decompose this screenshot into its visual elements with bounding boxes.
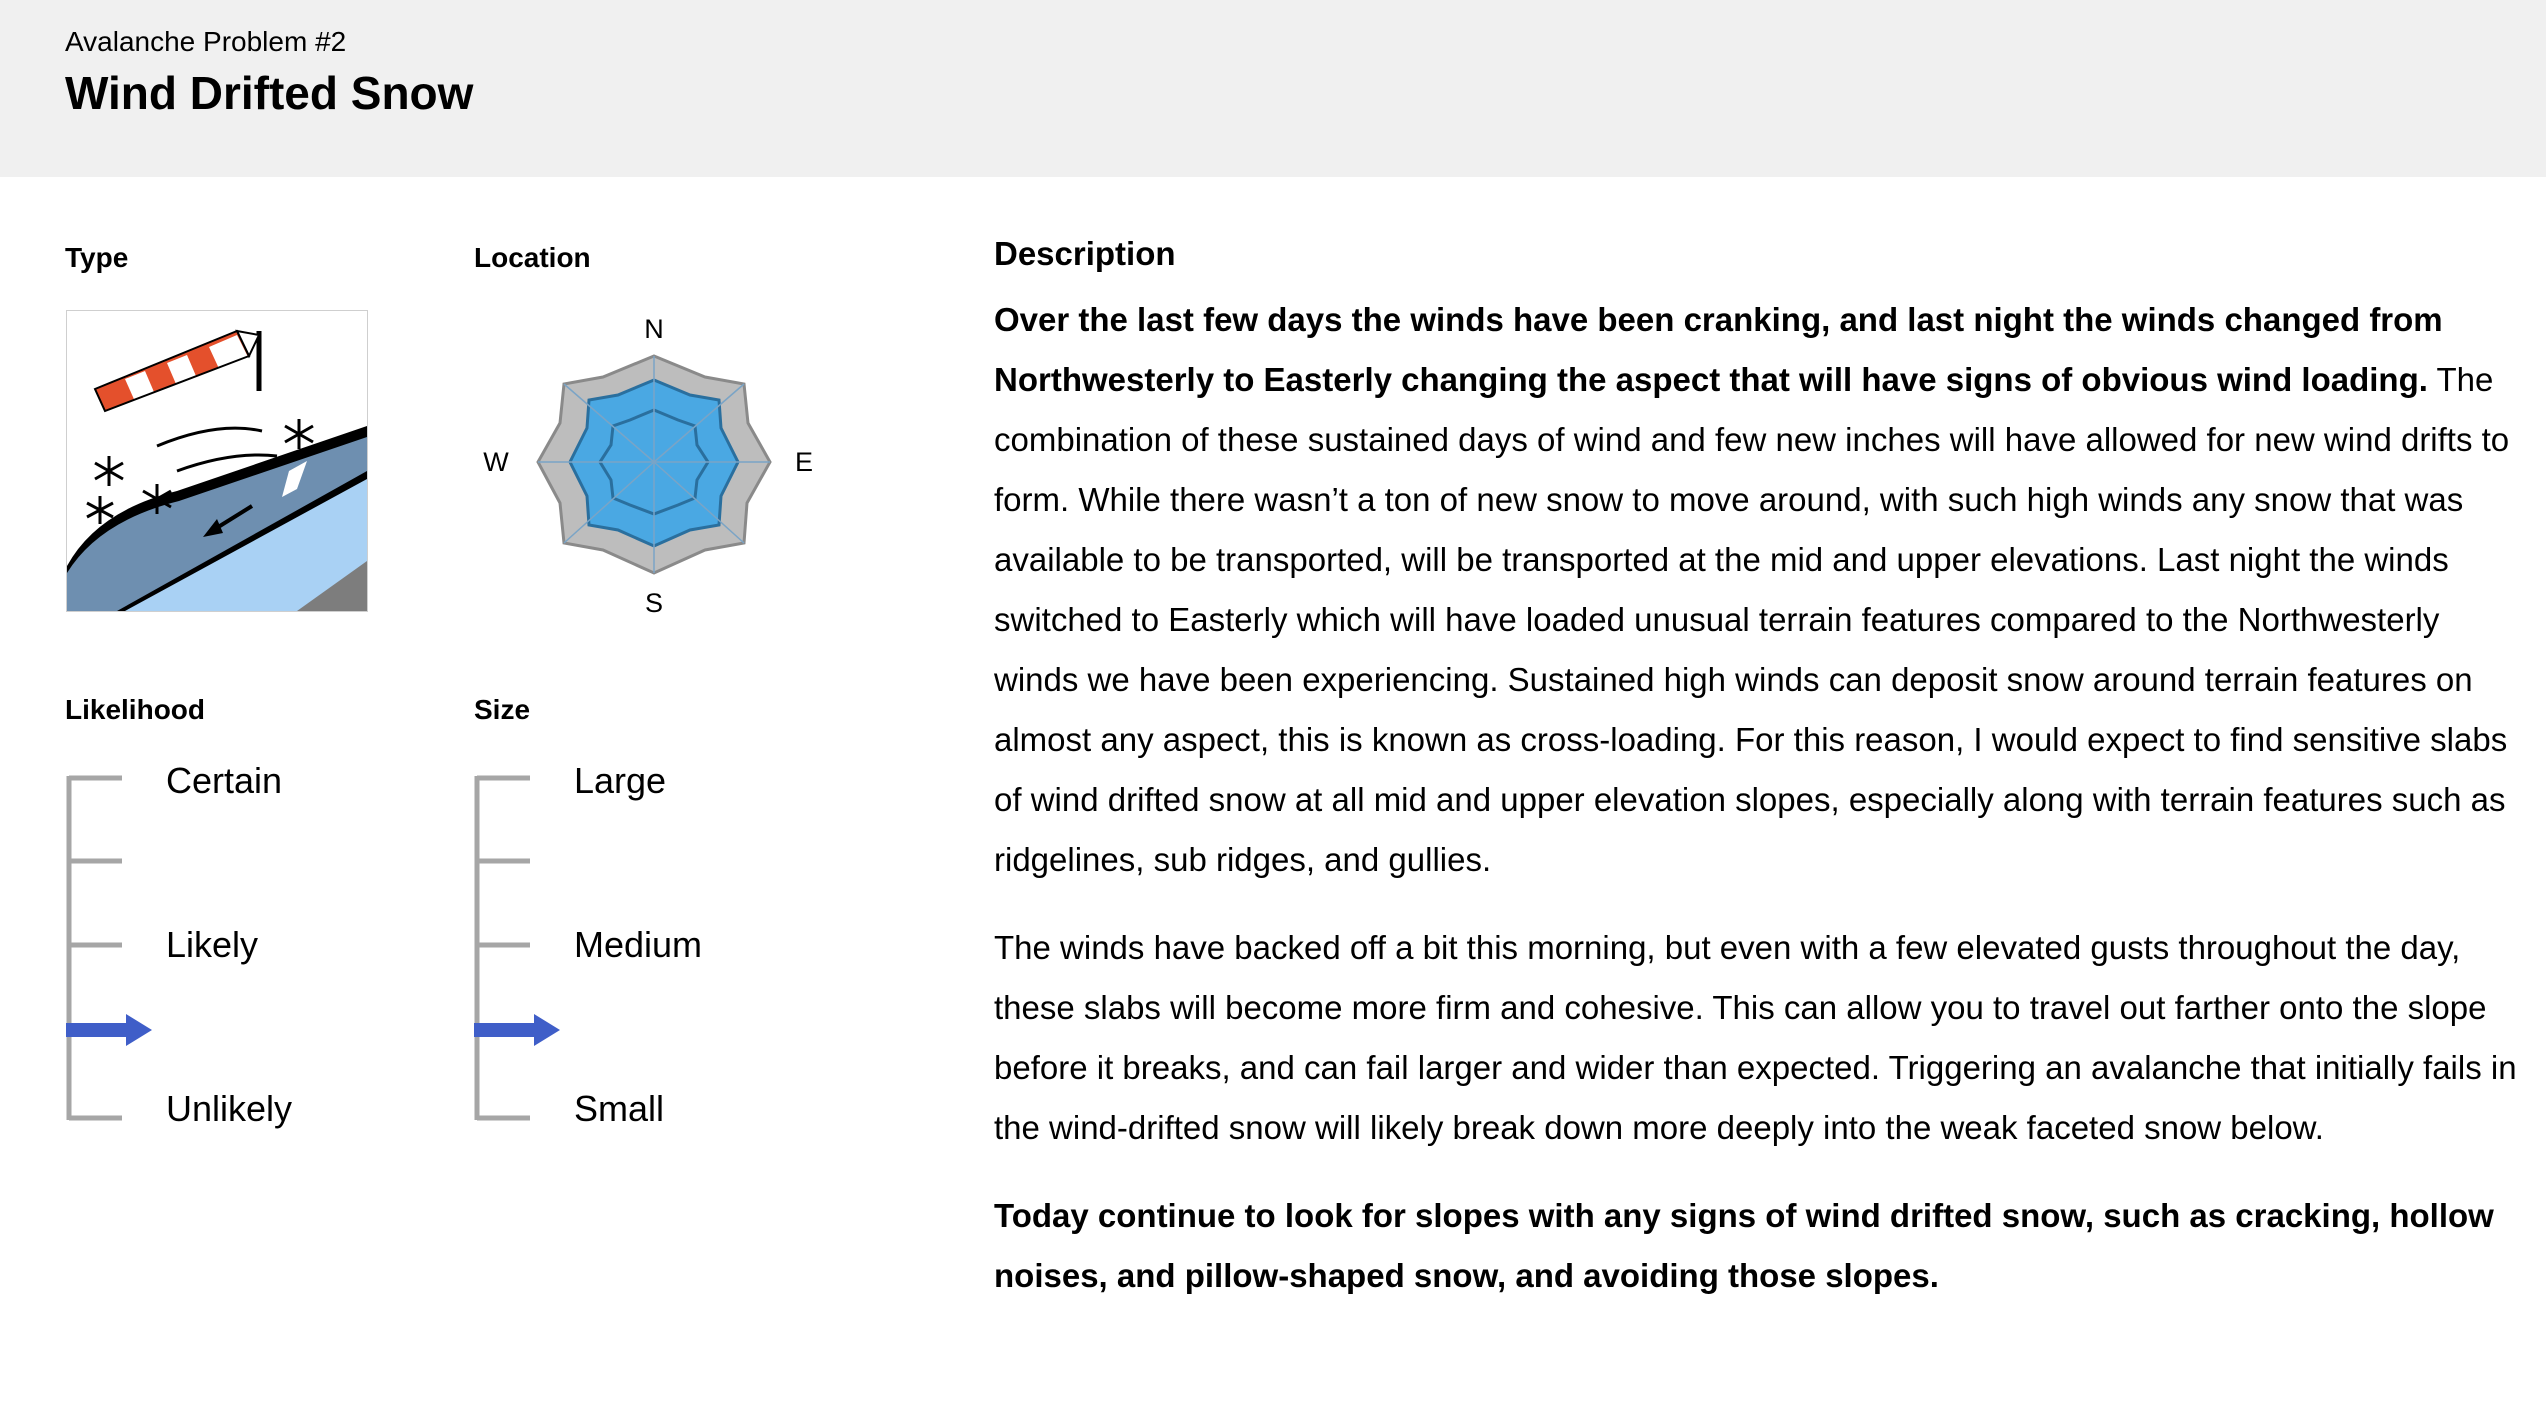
description-body-1: The combination of these sustained days of wind and few new inches will have allowed for new wind drifts to form. While there wasn’t a ton of new snow to move around, with such high winds any snow that was available to be transported, will be transported at the mid and upper elevations. Last night the winds switched to Easterly which will have loaded unusual terrain features compared to the Northwesterly winds we have been experiencing. Sustained high winds can deposit snow around terrain features on almost any aspect, this is known as cross-loading. For this reason, I would expect to find sensitive slabs of wind drifted snow at all mid and upper elevation slopes, especially along with terrain features such as ridgelines, sub ridges, and gullies. — [994, 361, 2510, 878]
problem-header — [0, 0, 2546, 177]
wind-drifted-snow-icon — [66, 310, 368, 612]
location-label: Location — [474, 242, 591, 273]
description-lead: Over the last few days the winds have been cranking, and last night the winds changed from Northwesterly to Easterly changing the aspect that will have signs of obvious wind loading. — [994, 301, 2443, 398]
problem-number: Avalanche Problem #2 — [65, 26, 347, 57]
likelihood-level-unlikely: Unlikely — [166, 1088, 293, 1129]
type-label: Type — [65, 242, 129, 273]
size-scale — [474, 760, 854, 1180]
likelihood-level-likely: Likely — [166, 924, 259, 965]
direction-s: S — [644, 588, 664, 618]
description-heading: Description — [994, 235, 1176, 272]
size-arrow — [474, 1014, 560, 1046]
direction-e: E — [794, 447, 814, 477]
size-label: Size — [474, 694, 531, 725]
direction-n: N — [644, 314, 664, 344]
size-level-medium: Medium — [574, 924, 703, 965]
size-level-large: Large — [574, 760, 667, 801]
problem-title: Wind Drifted Snow — [65, 67, 474, 119]
aspect-elevation-rose — [468, 300, 838, 630]
size-level-small: Small — [574, 1088, 665, 1129]
description-section — [994, 230, 2524, 1334]
likelihood-level-certain: Certain — [166, 760, 283, 801]
likelihood-label: Likelihood — [65, 694, 205, 725]
direction-w: W — [483, 447, 509, 477]
description-paragraph-3: Today continue to look for slopes with any signs of wind drifted snow, such as cracking, hollow noises, and pillow-shaped snow, and avoiding those slopes. — [994, 1197, 2494, 1294]
description-paragraph-2: The winds have backed off a bit this morning, but even with a few elevated gusts throughout the day, these slabs will become more firm and cohesive. This can allow you to travel out farther onto the slope before it breaks, and can fail larger and wider than expected. Triggering an avalanche that initially fails in the wind-drifted snow will likely break down more deeply into the weak faceted snow below. — [994, 929, 2517, 1146]
description-paragraph-1 — [994, 290, 2524, 890]
likelihood-scale — [66, 760, 446, 1180]
likelihood-arrow — [66, 1014, 152, 1046]
